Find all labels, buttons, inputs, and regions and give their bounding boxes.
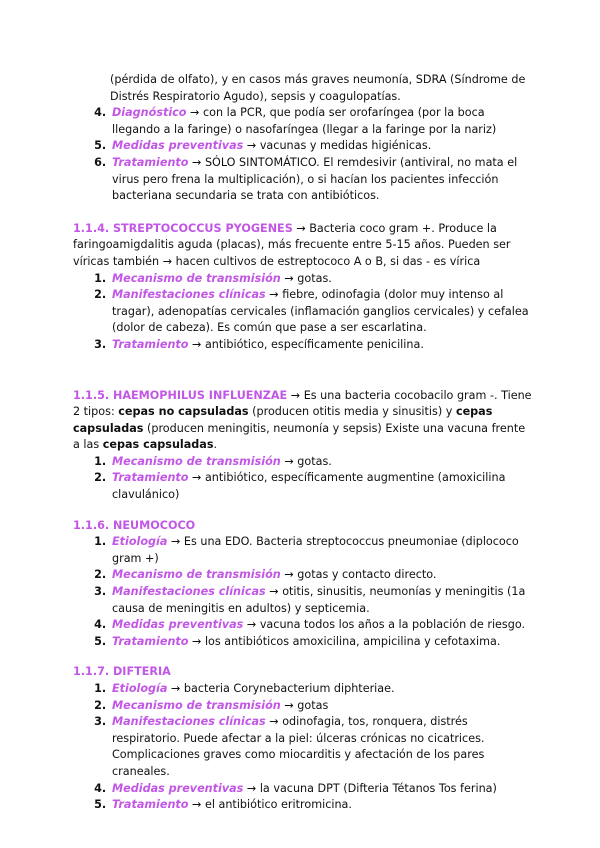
list-item: 1. Etiología → Es una EDO. Bacteria streptococcus pneumoniae (diplococo gram +) <box>110 534 533 567</box>
list-item: 1. Mecanismo de transmisión → gotas. <box>110 271 533 288</box>
list-item: 5. Tratamiento → los antibióticos amoxicilina, ampicilina y cefotaxima. <box>110 634 533 651</box>
list-item: 4. Medidas preventivas → la vacuna DPT (Difteria Tétanos Tos ferina) <box>110 781 533 798</box>
list-item: 2. Manifestaciones clínicas → fiebre, odinofagia (dolor muy intenso al tragar), adenopatías cervicales (inflamación ganglios cervicales) y cefalea (dolor de cabeza). Es común que pase a ser escarlatina. <box>110 287 533 337</box>
document-content <box>73 72 533 814</box>
list-item: 4. Diagnóstico → con la PCR, que podía ser orofaríngea (por la boca llegando a la faringe) o nasofaríngea (llegar a la faringe por la nariz) <box>110 105 533 138</box>
list-item: 6. Tratamiento → SÓLO SINTOMÁTICO. El remdesivir (antiviral, no mata el virus pero frena la multiplicación), o si hacían los pacientes infección bacteriana secundaria se trata con antibióticos. <box>110 155 533 205</box>
section-difteria <box>73 664 533 681</box>
section-haemophilus: 1.1.5. HAEMOPHILUS INFLUENZAE → Es una bacteria cocobacilo gram -. Tiene 2 tipos: cepas no capsuladas (producen otitis media y sinusitis) y cepas capsuladas (producen meningitis, neumonía y sepsis) Existe una vacuna frente a las cepas capsuladas. <box>73 388 532 452</box>
section-heading: 1.1.5. HAEMOPHILUS INFLUENZAE <box>73 388 288 402</box>
list-item: 3. Manifestaciones clínicas → otitis, sinusitis, neumonías y meningitis (1a causa de meningitis en adultos) y septicemia. <box>110 584 533 617</box>
list-item: 1. Etiología → bacteria Corynebacterium diphteriae. <box>110 681 533 698</box>
list-item: 3. Tratamiento → antibiótico, específicamente penicilina. <box>110 337 533 354</box>
section-heading: 1.1.4. STREPTOCOCCUS PYOGENES <box>73 221 293 235</box>
neumo-list <box>73 534 533 650</box>
list-item: 2. Tratamiento → antibiótico, específicamente augmentine (amoxicilina clavulánico) <box>110 470 533 503</box>
haemo-list <box>73 454 533 504</box>
strepto-list <box>73 271 533 354</box>
list-item: 5. Medidas preventivas → vacunas y medidas higiénicas. <box>110 138 533 155</box>
list-item: 2. Mecanismo de transmisión → gotas y contacto directo. <box>110 567 533 584</box>
list-item: 5. Tratamiento → el antibiótico eritromicina. <box>110 797 533 814</box>
section-heading: 1.1.7. DIFTERIA <box>73 665 171 679</box>
section-heading: 1.1.6. NEUMOCOCO <box>73 518 196 532</box>
section-neumococo <box>73 518 533 535</box>
section-streptococcus: 1.1.4. STREPTOCOCCUS PYOGENES → Bacteria coco gram +. Produce la faringoamigdalitis aguda (placas), más frecuente entre 5-15 años. Pueden ser víricas también → hacen cultivos de estreptococo A o B, si das - es vírica <box>73 221 511 268</box>
intro-list <box>73 105 533 205</box>
list-item: 2. Mecanismo de transmisión → gotas <box>110 698 533 715</box>
list-item: 4. Medidas preventivas → vacuna todos los años a la población de riesgo. <box>110 617 533 634</box>
difteria-list <box>73 681 533 814</box>
intro-continuation: (pérdida de olfato), y en casos más graves neumonía, SDRA (Síndrome de Distrés Respiratorio Agudo), sepsis y coagulopatías. <box>110 73 526 103</box>
list-item: 1. Mecanismo de transmisión → gotas. <box>110 454 533 471</box>
list-item: 3. Manifestaciones clínicas → odinofagia, tos, ronquera, distrés respiratorio. Puede afectar a la piel: úlceras crónicas no cicatrices. Complicaciones graves como miocarditis y afectación de los pares craneales. <box>110 714 533 780</box>
